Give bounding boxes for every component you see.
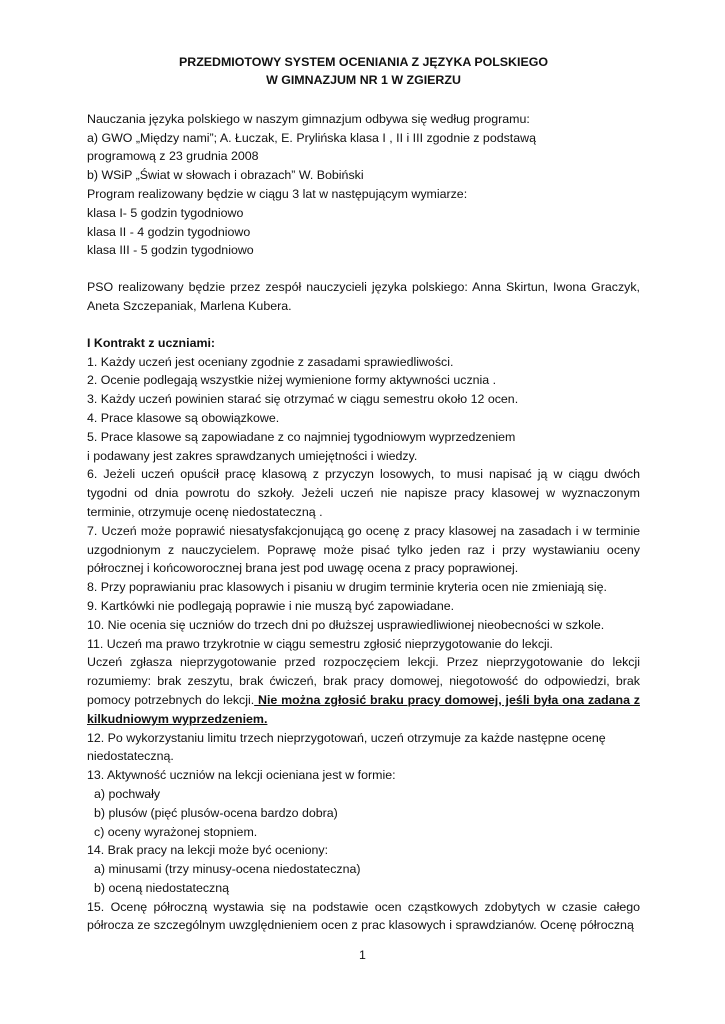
rule-7: 7. Uczeń może poprawić niesatysfakcjonującą go ocenę z pracy klasowej na zasadach i w terminie uzgodnionym z nauczycielem. Poprawę może pisać tylko jeden raz i przy wystawianiu oceny półrocznej i końcoworocznej brana jest pod uwagę ocena z pracy poprawionej. [87,523,640,576]
rule-6: 6. Jeżeli uczeń opuścił pracę klasową z przyczyn losowych, to musi napisać ją w ciągu dwóch tygodni od dnia powrotu do szkoły. Jeżeli uczeń nie napisze pracy klasowej w wyznaczonym terminie, otrzymuje ocenę niedostateczną . [87,467,640,519]
title-line-2: W GIMNAZJUM NR 1 W ZGIERZU [266,73,461,88]
intro-line: klasa II - 4 godzin tygodniowo [87,224,251,239]
rule-8: 8. Przy poprawianiu prac klasowych i pisaniu w drugim terminie kryteria ocen nie zmieniają się. [87,580,607,595]
intro-line: Program realizowany będzie w ciągu 3 lat w następującym wymiarze: [87,187,468,201]
rule-3: 3. Każdy uczeń powinien starać się otrzymać w ciągu semestru około 12 ocen. [87,392,519,407]
rule-11-details [87,653,640,728]
page-number: 1 [359,948,366,962]
rule-14-item: b) oceną niedostateczną [94,880,230,895]
rule-15: 15. Ocenę półroczną wystawia się na podstawie ocen cząstkowych zdobytych w czasie całego półrocza ze szczególnym uwzględnieniem ocen z prac klasowych i sprawdzianów. Ocenę półroczną [87,899,640,933]
page-content [87,53,640,935]
rule-10: 10. Nie ocenia się uczniów do trzech dni po dłuższej usprawiedliwionej nieobecności w szkole. [87,617,605,632]
document-title [87,53,640,90]
rule-13-item: b) plusów (pięć plusów-ocena bardzo dobra) [94,805,338,820]
intro-line: klasa III - 5 godzin tygodniowo [87,243,254,258]
section-heading: I Kontrakt z uczniami: [87,335,216,350]
rule-11: 11. Uczeń ma prawo trzykrotnie w ciągu semestru zgłosić nieprzygotowanie do lekcji. [87,636,553,651]
intro-line: a) GWO „Między nami”; A. Łuczak, E. Prylińska klasa I , II i III zgodnie z podstawą [87,130,536,145]
rule-14-item: a) minusami (trzy minusy-ocena niedostateczna) [94,862,361,877]
intro-line: programową z 23 grudnia 2008 [87,149,259,164]
pso-team-paragraph: PSO realizowany będzie przez zespół nauczycieli języka polskiego: Anna Skirtun, Iwona Graczyk, Aneta Szczepaniak, Marlena Kubera. [87,280,640,313]
rule-1: 1. Każdy uczeń jest oceniany zgodnie z zasadami sprawiedliwości. [87,354,454,369]
contract-section [87,334,640,936]
title-line-1: PRZEDMIOTOWY SYSTEM OCENIANIA Z JĘZYKA POLSKIEGO [178,55,548,69]
rule-11-details-text: Uczeń zgłasza nieprzygotowanie przed rozpoczęciem lekcji. Przez nieprzygotowanie do lekcji rozumiemy: brak zeszytu, brak ćwiczeń, brak pracy domowej, niegotowość do odpowiedzi, brak pomocy potrzebnych do lekcji. [87,655,640,707]
intro-line: klasa I- 5 godzin tygodniowo [87,205,244,220]
rule-13: 13. Aktywność uczniów na lekcji ocieniana jest w formie: [87,768,396,783]
intro-line: b) WSiP „Świat w słowach i obrazach” W. Bobiński [87,168,364,183]
rule-13-item: c) oceny wyrażonej stopniem. [94,824,258,839]
rule-2: 2. Ocenie podlegają wszystkie niżej wymienione formy aktywności ucznia . [87,373,497,388]
rule-9: 9. Kartkówki nie podlegają poprawie i nie muszą być zapowiadane. [87,598,455,613]
rule-5: 5. Prace klasowe są zapowiadane z co najmniej tygodniowym wyprzedzeniem [87,429,516,444]
intro-line: Nauczania języka polskiego w naszym gimnazjum odbywa się według programu: [87,111,530,126]
rule-12: 12. Po wykorzystaniu limitu trzech nieprzygotowań, uczeń otrzymuje za każde następne ocenę [87,730,606,745]
rule-13-item: a) pochwały [94,786,161,801]
rule-5-continued: i podawany jest zakres sprawdzanych umiejętności i wiedzy. [87,448,418,463]
rule-4: 4. Prace klasowe są obowiązkowe. [87,410,280,425]
rule-14: 14. Brak pracy na lekcji może być oceniony: [87,843,329,858]
rule-12-continued: niedostateczną. [87,749,174,764]
intro-block [87,110,640,260]
rule-11-emphasis: Nie można zgłosić braku pracy domowej, jeśli była ona zadana z kilkudniowym wyprzedzeniem. [87,692,640,726]
